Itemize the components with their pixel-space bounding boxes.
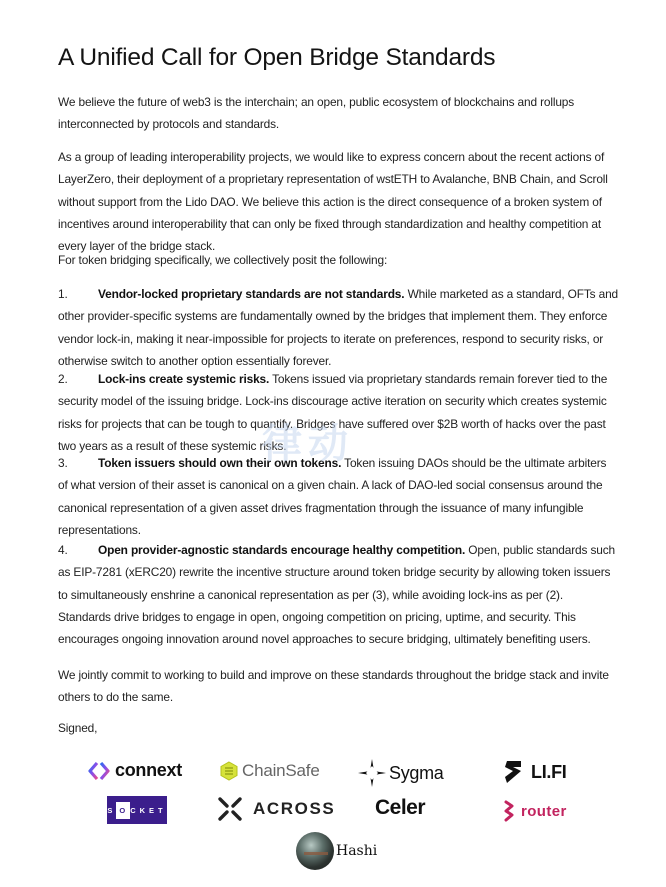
lead-in-paragraph: For token bridging specifically, we collectively posit the following: <box>58 253 388 267</box>
sygma-star-icon <box>357 758 387 788</box>
connext-logo <box>88 760 182 781</box>
across-wordmark: ACROSS <box>253 799 336 818</box>
sygma-logo <box>357 758 444 788</box>
hashi-avatar <box>296 832 334 870</box>
router-logo <box>503 800 567 822</box>
concern-paragraph: As a group of leading interoperability projects, we would like to express concern about the recent actions of LayerZero, their deployment of a proprietary representation of wstETH to Avalanche, BNB Chain, and Scroll without support from the Lido DAO. We believe this action is the direct consequence of a broken system of incentives around interoperability that can only be fixed through standardization and healthy competition at every layer of the bridge stack. <box>58 150 608 254</box>
across-logo <box>217 796 335 822</box>
router-wordmark: router <box>521 802 567 820</box>
point-body: While marketed as a standard, OFTs and other provider-specific systems are fundamentally owned by the bridges that implement them. They enforce vendor lock-in, making it near-impossible for projects to iterate on preferences, respond to security risks, or otherwise switch to another option essentially forever. <box>58 287 619 368</box>
across-x-icon <box>217 796 243 822</box>
signed-label: Signed, <box>58 721 98 735</box>
celer-logo <box>375 796 425 820</box>
chainsafe-wordmark: ChainSafe <box>242 761 320 780</box>
hashi-wordmark: Hashi <box>336 843 378 859</box>
point-heading: Token issuers should own their own tokens. <box>98 456 342 470</box>
lifi-wordmark: LI.FI <box>531 761 567 782</box>
watermark: 律动 <box>262 422 354 466</box>
chainsafe-logo <box>219 761 320 781</box>
point-body: Tokens issued via proprietary standards remain forever tied to the security model of the issuing bridge. Lock-ins discourage active iteration on security which creates systemic risks for projects that can be tough to quantify. Bridges have suffered over $2B worth of hacks over the past two years as a result of these systemic risks. <box>58 372 608 453</box>
socket-wordmark: S O CKET <box>107 796 167 824</box>
hashi-logo <box>296 832 377 870</box>
point-heading: Lock-ins create systemic risks. <box>98 372 270 386</box>
socket-logo <box>107 796 167 824</box>
lifi-mark-icon <box>503 759 523 785</box>
intro-paragraph: We believe the future of web3 is the interchain; an open, public ecosystem of blockchains and rollups interconnected by protocols and standards. <box>58 95 575 132</box>
chainsafe-hexagon-icon <box>219 761 239 781</box>
point-number: 4. <box>58 543 68 557</box>
point-number: 3. <box>58 456 68 470</box>
router-squiggle-icon <box>503 800 515 822</box>
point-number: 1. <box>58 287 68 301</box>
closing-paragraph: We jointly commit to working to build and improve on these standards throughout the bridge stack and invite others to do the same. <box>58 668 609 705</box>
point-body: Open, public standards such as EIP-7281 (xERC20) rewrite the incentive structure around token bridge security by allowing token issuers to simultaneously enshrine a canonical representation as per (3), while avoiding lock-ins as per (2). Standards drive bridges to engage in open, ongoing competition on pricing, uptime, and security. This encourages ongoing innovation around novel approaches to secure bridging, ultimately benefiting users. <box>58 543 615 647</box>
point-heading: Open provider-agnostic standards encourage healthy competition. <box>98 543 466 557</box>
connext-wordmark: connext <box>115 760 182 780</box>
point-heading: Vendor-locked proprietary standards are not standards. <box>98 287 405 301</box>
document-title: A Unified Call for Open Bridge Standards <box>58 44 496 71</box>
sygma-wordmark: Sygma <box>389 762 444 783</box>
lifi-logo <box>503 759 567 785</box>
point-body: Token issuing DAOs should be the ultimate arbiters of what version of their asset is canonical on a given chain. A lack of DAO-led social consensus around the canonical representation of a given asset drives fragmentation through the issuance of many infungible representations. <box>58 456 607 537</box>
connext-chevrons-icon <box>88 761 110 781</box>
celer-wordmark: Celer <box>375 796 426 819</box>
point-number: 2. <box>58 372 68 386</box>
